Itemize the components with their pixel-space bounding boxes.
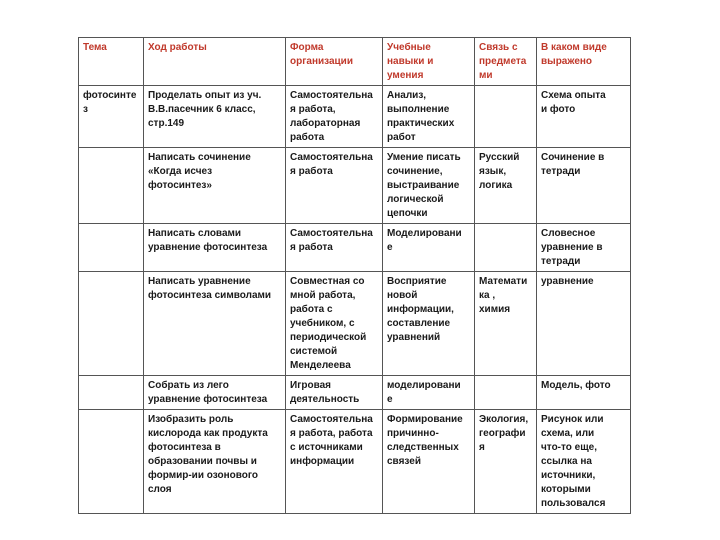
table-cell: Написать сочинение «Когда исчез фотосинтез» bbox=[144, 148, 286, 224]
table-cell bbox=[475, 376, 537, 410]
header-learning-skills: Учебные навыки и умения bbox=[383, 38, 475, 86]
table-cell: Схема опыта и фото bbox=[537, 86, 631, 148]
table-cell: Рисунок или схема, или что-то еще, ссылка на источники, которыми пользовался bbox=[537, 410, 631, 514]
table-cell: Собрать из лего уравнение фотосинтеза bbox=[144, 376, 286, 410]
table-cell: Проделать опыт из уч. В.В.пасечник 6 класс, стр.149 bbox=[144, 86, 286, 148]
table-row bbox=[79, 410, 631, 514]
table-row bbox=[79, 224, 631, 272]
lesson-plan-sheet bbox=[78, 37, 630, 514]
table-header-row bbox=[79, 38, 631, 86]
header-topic: Тема bbox=[79, 38, 144, 86]
header-work-course: Ход работы bbox=[144, 38, 286, 86]
table-cell: Умение писать сочинение, выстраивание логической цепочки bbox=[383, 148, 475, 224]
table-cell: Сочинение в тетради bbox=[537, 148, 631, 224]
table-cell: Самостоятельна я работа, работа с источниками информации bbox=[286, 410, 383, 514]
lesson-plan-table bbox=[78, 37, 631, 514]
table-row bbox=[79, 376, 631, 410]
table-cell: Самостоятельна я работа bbox=[286, 224, 383, 272]
table-cell bbox=[79, 410, 144, 514]
table-cell: Модель, фото bbox=[537, 376, 631, 410]
header-organization-form: Форма организации bbox=[286, 38, 383, 86]
table-row bbox=[79, 272, 631, 376]
table-cell: Словесное уравнение в тетради bbox=[537, 224, 631, 272]
table-row bbox=[79, 148, 631, 224]
table-cell: Русский язык, логика bbox=[475, 148, 537, 224]
table-cell: Изобразить роль кислорода как продукта фотосинтеза в образовании почвы и формир-ии озонового слоя bbox=[144, 410, 286, 514]
table-cell: Написать словами уравнение фотосинтеза bbox=[144, 224, 286, 272]
table-cell bbox=[79, 272, 144, 376]
table-cell: Математи ка , химия bbox=[475, 272, 537, 376]
table-cell: Формирование причинно- следственных связей bbox=[383, 410, 475, 514]
table-cell bbox=[79, 376, 144, 410]
table-cell: Самостоятельна я работа bbox=[286, 148, 383, 224]
table-cell: Самостоятельна я работа, лабораторная работа bbox=[286, 86, 383, 148]
table-cell: Анализ, выполнение практических работ bbox=[383, 86, 475, 148]
table-row bbox=[79, 86, 631, 148]
table-cell: фотосинте з bbox=[79, 86, 144, 148]
table-cell bbox=[475, 86, 537, 148]
table-cell: Моделировани е bbox=[383, 224, 475, 272]
table-cell: Игровая деятельность bbox=[286, 376, 383, 410]
table-cell: Совместная со мной работа, работа с учебником, с периодической системой Менделеева bbox=[286, 272, 383, 376]
table-cell: моделировани е bbox=[383, 376, 475, 410]
table-cell: уравнение bbox=[537, 272, 631, 376]
table-cell bbox=[79, 148, 144, 224]
header-result-form: В каком виде выражено bbox=[537, 38, 631, 86]
table-cell: Восприятие новой информации, составление уравнений bbox=[383, 272, 475, 376]
header-subject-links: Связь с предмета ми bbox=[475, 38, 537, 86]
table-cell: Написать уравнение фотосинтеза символами bbox=[144, 272, 286, 376]
table-cell bbox=[79, 224, 144, 272]
table-cell: Экология, географи я bbox=[475, 410, 537, 514]
table-cell bbox=[475, 224, 537, 272]
